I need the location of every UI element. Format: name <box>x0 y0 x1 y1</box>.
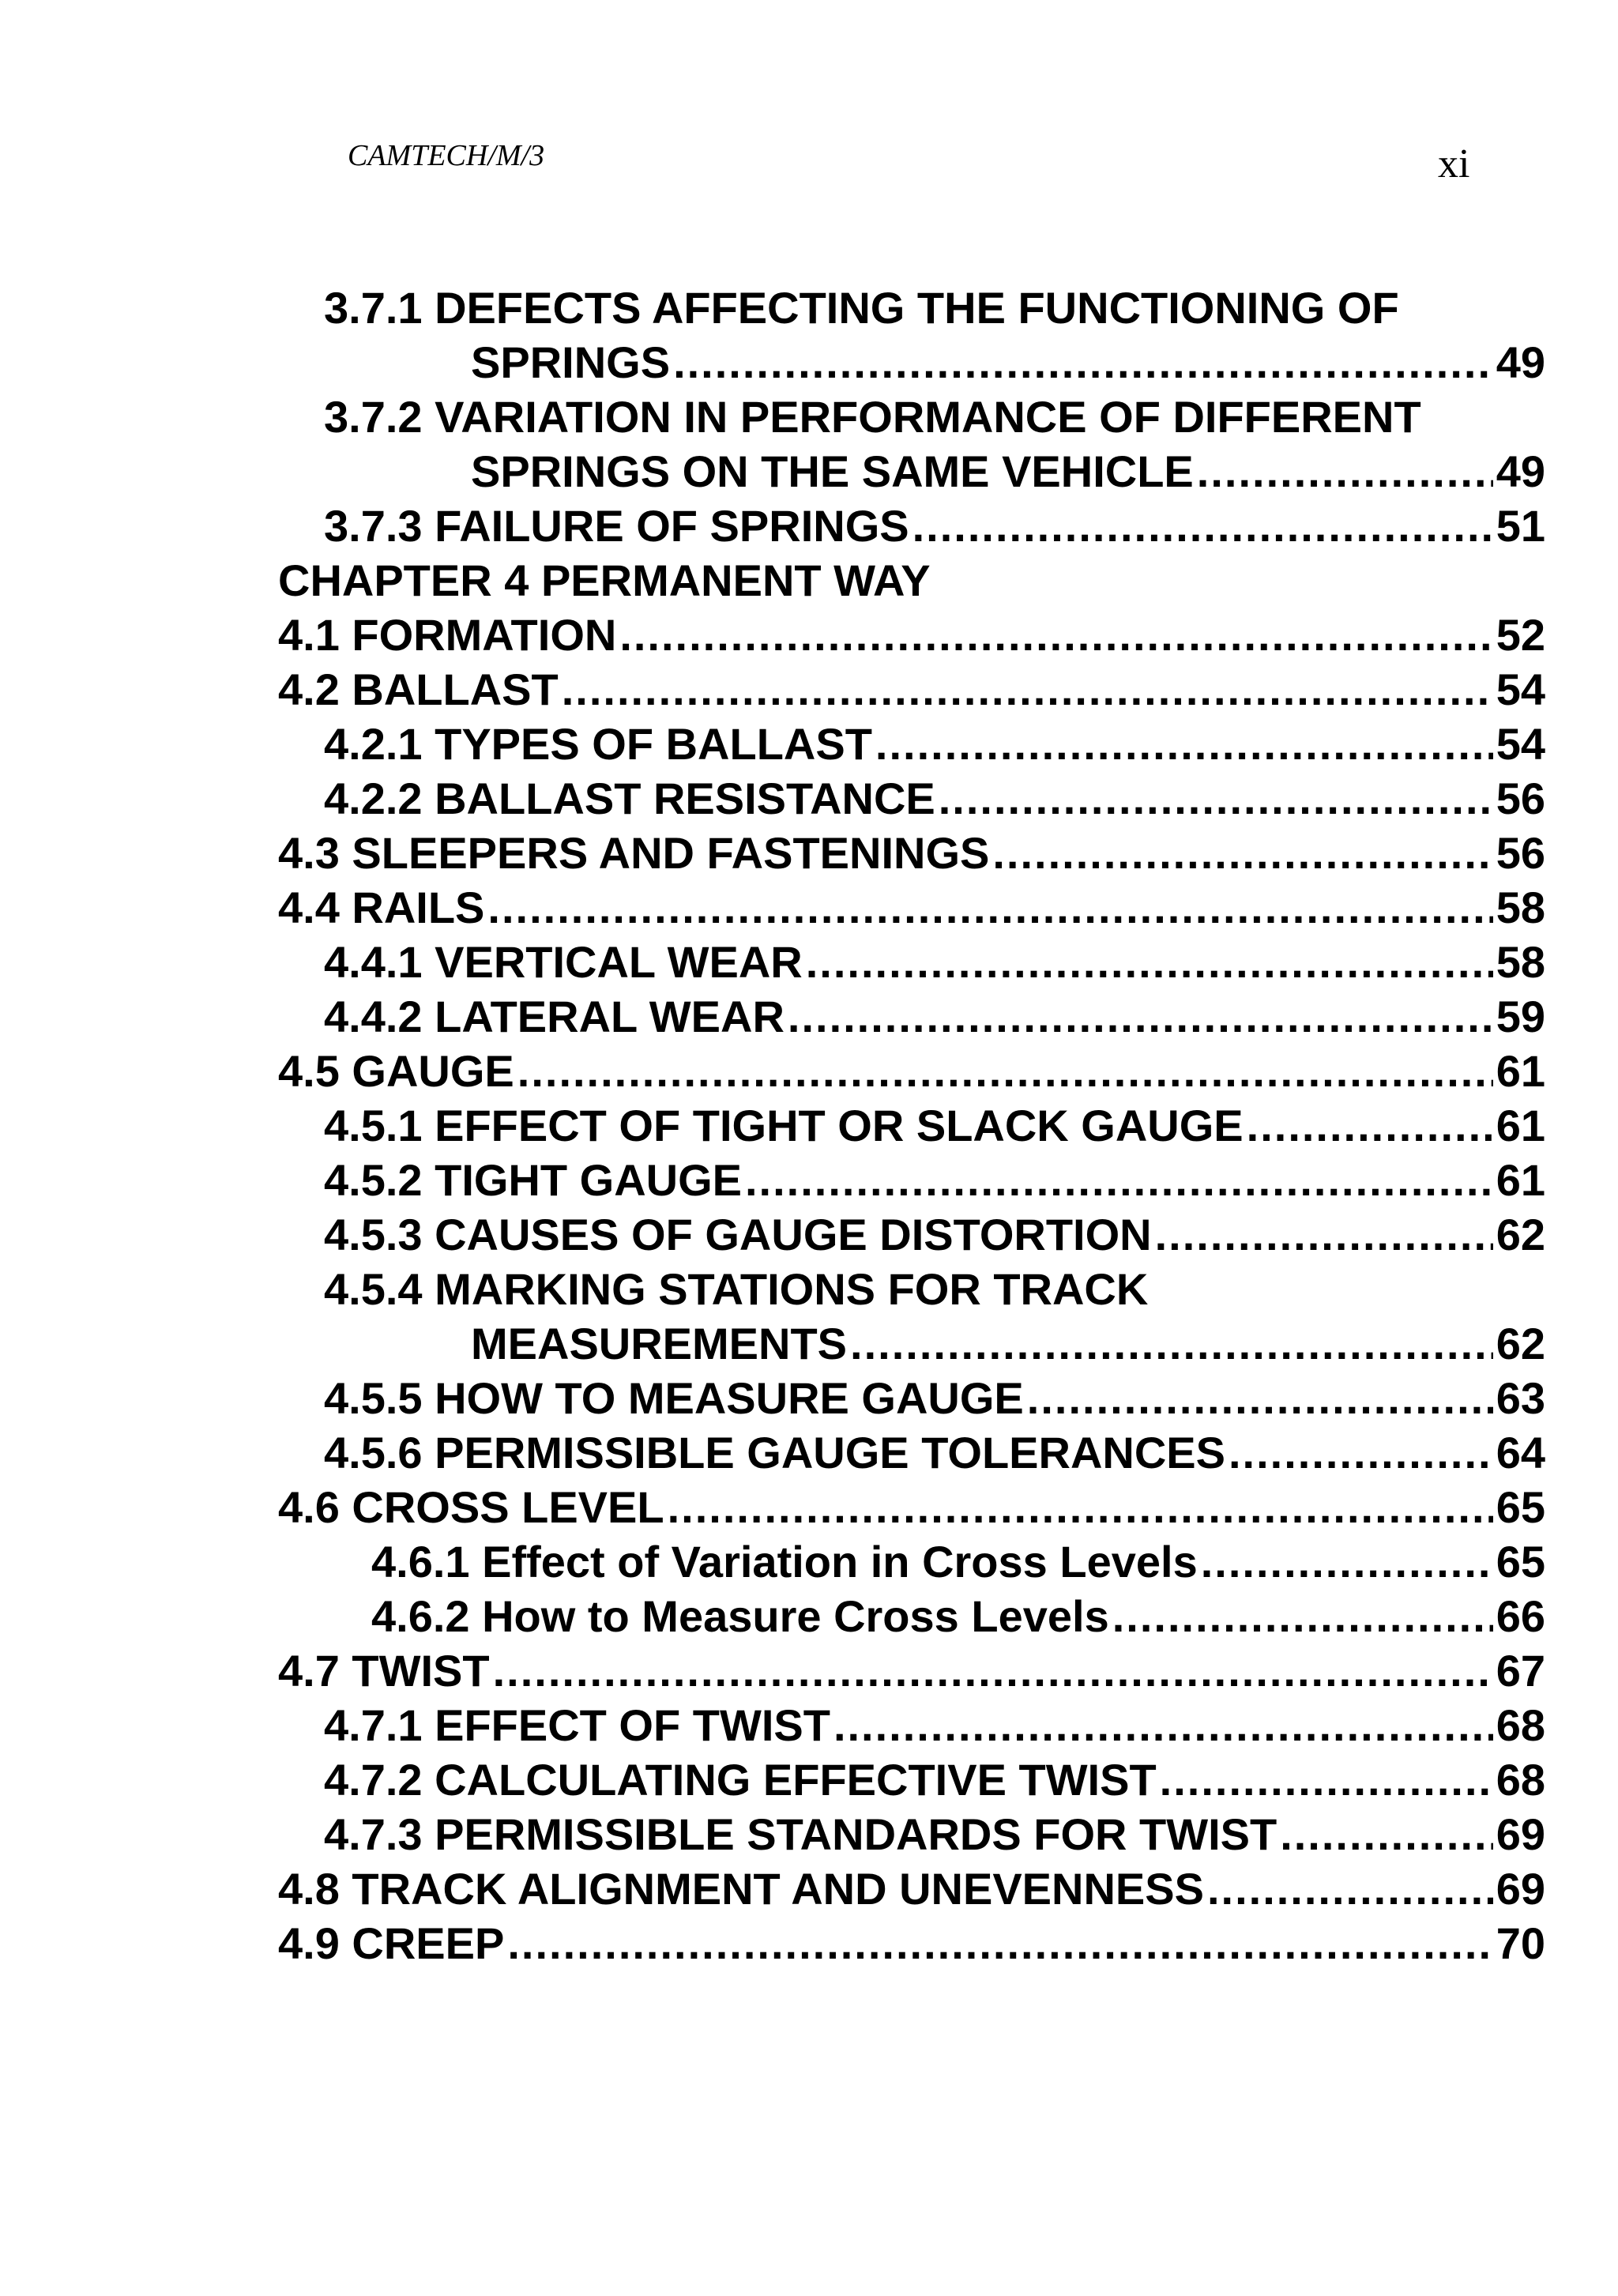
toc-entry: 4.2.2 BALLAST RESISTANCE ..... 56 <box>278 771 1545 826</box>
document-code: CAMTECH/M/3 <box>348 139 545 172</box>
toc-entry: 4.3 SLEEPERS AND FASTENINGS ..... 56 <box>278 826 1545 880</box>
toc-entry: 4.5.6 PERMISSIBLE GAUGE TOLERANCES ..... 64 <box>278 1425 1545 1480</box>
toc-entry: 4.1 FORMATION ..... 52 <box>278 608 1545 662</box>
toc-entry: 4.7.1 EFFECT OF TWIST ..... 68 <box>278 1698 1545 1752</box>
toc-entry: 4.2.1 TYPES OF BALLAST ..... 54 <box>278 717 1545 771</box>
table-of-contents <box>278 280 1545 1970</box>
toc-entry: SPRINGS ..... 49 <box>278 335 1545 390</box>
toc-entry: 4.5.1 EFFECT OF TIGHT OR SLACK GAUGE ..... 61 <box>278 1098 1545 1153</box>
toc-heading: 3.7.1 DEFECTS AFFECTING THE FUNCTIONING OF <box>324 283 1399 333</box>
chapter-heading: CHAPTER 4 PERMANENT WAY <box>278 555 931 605</box>
page-number: xi <box>1438 141 1470 186</box>
toc-entry: 4.5.3 CAUSES OF GAUGE DISTORTION ..... 62 <box>278 1207 1545 1262</box>
toc-entry: 4.9 CREEP ..... 70 <box>278 1916 1545 1970</box>
toc-entry: 4.2 BALLAST ..... 54 <box>278 662 1545 717</box>
toc-entry: 4.7.2 CALCULATING EFFECTIVE TWIST ..... 68 <box>278 1752 1545 1807</box>
toc-entry: SPRINGS ON THE SAME VEHICLE ..... 49 <box>278 444 1545 499</box>
toc-entry: 4.5 GAUGE ..... 61 <box>278 1044 1545 1098</box>
toc-entry: 4.7.3 PERMISSIBLE STANDARDS FOR TWIST ..... 69 <box>278 1807 1545 1861</box>
toc-entry: 4.6.1 Effect of Variation in Cross Levels ..... 65 <box>278 1534 1545 1589</box>
toc-entry: 4.4.2 LATERAL WEAR ..... 59 <box>278 989 1545 1044</box>
toc-entry: 4.5.5 HOW TO MEASURE GAUGE ..... 63 <box>278 1371 1545 1425</box>
toc-heading: 3.7.2 VARIATION IN PERFORMANCE OF DIFFERENT <box>324 392 1421 442</box>
toc-entry: 4.7 TWIST ..... 67 <box>278 1643 1545 1698</box>
toc-heading: 4.5.4 MARKING STATIONS FOR TRACK <box>324 1264 1149 1314</box>
toc-entry: 4.6.2 How to Measure Cross Levels ..... 66 <box>278 1589 1545 1643</box>
toc-entry: 4.4.1 VERTICAL WEAR ..... 58 <box>278 935 1545 989</box>
toc-entry: 4.4 RAILS ..... 58 <box>278 880 1545 935</box>
toc-entry: 4.5.2 TIGHT GAUGE ..... 61 <box>278 1153 1545 1207</box>
toc-entry: 4.6 CROSS LEVEL ..... 65 <box>278 1480 1545 1534</box>
toc-entry: 4.8 TRACK ALIGNMENT AND UNEVENNESS ..... 69 <box>278 1861 1545 1916</box>
toc-entry: MEASUREMENTS ..... 62 <box>278 1316 1545 1371</box>
toc-entry: 3.7.3 FAILURE OF SPRINGS ..... 51 <box>278 499 1545 553</box>
